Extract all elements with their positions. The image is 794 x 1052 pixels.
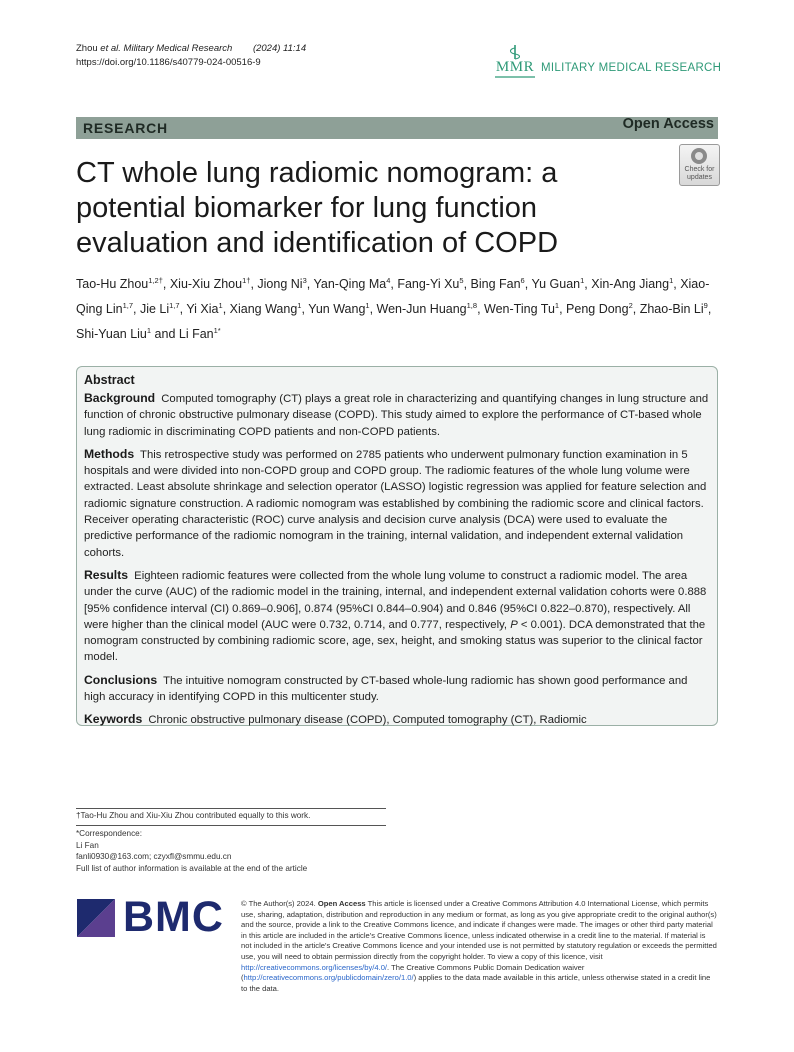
author bbox=[566, 302, 633, 316]
author-name: Bing Fan bbox=[470, 277, 521, 292]
bmc-wordmark: BMC bbox=[123, 893, 224, 941]
author-affiliation-sup: 1,7 bbox=[169, 301, 180, 311]
abstract-results bbox=[84, 567, 710, 666]
footnote-divider-bottom bbox=[76, 825, 386, 826]
citation-journal: Military Medical Research bbox=[123, 43, 233, 54]
author bbox=[186, 302, 222, 316]
methods-text: This retrospective study was performed on 2785 patients who underwent pulmonary function examination in 5 hospitals and were divided into non-COPD group and COPD group. The radiomic features of the whole lung volume were extracted. Least absolute shrinkage and selection operator (LASSO) logistic regression was applied for feature selection and radiomic signature construction. A radiomic nomogram was established by combining the radiomic score and clinical factors. Receiver operating characteristic (ROC) curve analysis and decision curve analysis (DCA) were used to evaluate the predictive performance of the radiomic nomogram in the training, internal validation, and independent external validation cohorts. bbox=[84, 448, 707, 559]
methods-label: Methods bbox=[84, 446, 135, 461]
author-name: Yan-Qing Ma bbox=[313, 277, 387, 292]
license-text-3: ) applies to the data made available in this article, unless otherwise stated in a credit line to the data. bbox=[241, 973, 711, 993]
author bbox=[484, 302, 559, 316]
author-affiliation-sup: 1† bbox=[242, 276, 251, 285]
license-text-2: . The Creative Commons Public Domain Dedication waiver ( bbox=[241, 962, 585, 983]
citation-volume: (2024) 11:14 bbox=[252, 43, 307, 54]
affiliation-note: Full list of author information is available at the end of the article bbox=[76, 863, 308, 873]
author-name: Xin-Ang Jiang bbox=[591, 277, 670, 292]
author-affiliation-sup: 1 bbox=[146, 326, 152, 336]
journal-name: MILITARY MEDICAL RESEARCH bbox=[541, 62, 722, 74]
abstract-heading: Abstract bbox=[84, 373, 135, 387]
doi-link[interactable]: https://doi.org/10.1186/s40779-024-00516-9 bbox=[76, 57, 261, 68]
author bbox=[76, 327, 151, 341]
citation-line bbox=[76, 42, 306, 56]
abstract-methods bbox=[84, 446, 710, 561]
author-name: Xiang Wang bbox=[229, 302, 298, 317]
author-conjunction: and bbox=[154, 327, 176, 342]
author-affiliation-sup: 1* bbox=[213, 326, 221, 336]
author bbox=[308, 302, 369, 316]
author bbox=[640, 302, 708, 316]
footnote-divider-top bbox=[76, 808, 386, 809]
article-type-band bbox=[76, 117, 718, 139]
author-affiliation-sup: 9 bbox=[703, 301, 708, 311]
background-text: Computed tomography (CT) plays a great role in characterizing and quantifying changes in lung structure and function of chronic obstructive pulmonary disease (COPD). This study aimed to explore the performance of CT-based whole lung radiomic in discriminating COPD patients and non-COPD patients. bbox=[84, 393, 709, 438]
results-text-a: Eighteen radiomic features were collected from the whole lung volume to construct a radiomic model. The area under the curve (AUC) of the radiomic model in the training, internal, and independent external validation cohorts were 0.888 [95% confidence interval (CI) 0.869–0.906], 0.874 (95%CI 0.844–0.904) and 0.846 (95%CI 0.822–0.870), respectively. All were higher than the clinical model (AUC were 0.732, 0.714, and 0.777, respectively, bbox=[84, 569, 707, 631]
author-name: Xiao-Qing Lin bbox=[76, 277, 710, 317]
author-name: Yi Xia bbox=[186, 302, 219, 317]
author-affiliation-sup: 1,2† bbox=[148, 276, 163, 285]
author bbox=[377, 302, 478, 316]
author-name: Shi-Yuan Liu bbox=[76, 327, 147, 342]
author-name: Jiong Ni bbox=[257, 277, 303, 292]
author bbox=[76, 277, 163, 291]
abstract-background bbox=[84, 390, 710, 440]
license-link-cc-by[interactable]: http://creativecommons.org/licenses/by/4.0/ bbox=[241, 962, 388, 972]
abstract-keywords bbox=[84, 711, 710, 728]
article-type-label: RESEARCH bbox=[83, 120, 168, 136]
author bbox=[179, 327, 221, 341]
running-header bbox=[76, 42, 306, 70]
author-list: Tao-Hu Zhou$^{1,2\dagger}$, Xiu-Xiu Zhou$^{1\dagger}$, Jiong Ni$^3$, Yan-Qing Ma$^4$, Fang-Yi Xu$^5$, Bing Fan$^6$, Yu Guan$^1$, Xin-Ang Jiang$^1$, Xiao-Qing Lin$^{1,7}$, Jie Li$^{1,7}$, Yi Xia$^1$, Xiang Wang$^1$, Yun Wang$^1$, Wen-Jun Huang$^{1,8}$, Wen-Ting Tu$^1$, Peng Dong$^2$, Zhao-Bin Li$^9$, Shi-Yuan Liu$^1$ and Li Fan$^{1*}$ bbox=[76, 276, 712, 342]
article-title: CT whole lung radiomic nomogram: a potential biomarker for lung function evaluation and identification of COPD bbox=[76, 157, 559, 259]
author-name: Jie Li bbox=[139, 302, 170, 317]
correspondence-name: Li Fan bbox=[76, 840, 99, 850]
abstract-conclusions bbox=[84, 672, 710, 706]
license-text-1: This article is licensed under a Creative Commons Attribution 4.0 International License, which permits use, sharing, adaptation, distribution and reproduction in any medium or format, as long as you give appropriate credit to the original author(s) and the source, provide a link to the Creative Commons licence, and indicate if changes were made. The images or other third party material in this article are included in the article's Creative Commons licence, unless indicated otherwise in a credit line to the material. If material is not included in the article's Creative Commons licence and your intended use is not permitted by statutory regulation or exceeds the permitted use, you will need to obtain permission directly from the copyright holder. To view a copy of this licence, visit bbox=[241, 899, 717, 961]
equal-contribution-note: †Tao-Hu Zhou and Xiu-Xiu Zhou contributed equally to this work. bbox=[76, 811, 311, 820]
check-updates-icon bbox=[691, 148, 707, 164]
author-name: Xiu-Xiu Zhou bbox=[169, 277, 243, 292]
author-name: Yun Wang bbox=[308, 302, 366, 317]
author-affiliation-sup: 2 bbox=[628, 301, 633, 311]
author-affiliation-sup: 1,7 bbox=[122, 301, 133, 311]
author bbox=[257, 277, 306, 291]
author-name: Zhao-Bin Li bbox=[639, 302, 704, 317]
author-name: Li Fan bbox=[178, 327, 214, 342]
citation-et-al: et al. bbox=[100, 43, 121, 54]
author bbox=[531, 277, 584, 291]
correspondence-label: *Correspondence: bbox=[76, 829, 142, 838]
author-affiliation-sup: 1 bbox=[297, 301, 302, 311]
keywords-text: Chronic obstructive pulmonary disease (COPD), Computed tomography (CT), Radiomic bbox=[148, 714, 587, 727]
author bbox=[591, 277, 673, 291]
author-affiliation-sup: 1 bbox=[580, 276, 585, 285]
results-label: Results bbox=[84, 567, 129, 582]
correspondence-block bbox=[76, 828, 307, 874]
author bbox=[313, 277, 390, 291]
license-statement bbox=[241, 899, 717, 994]
author-affiliation-sup: 4 bbox=[386, 276, 391, 285]
bmc-logo bbox=[77, 893, 227, 941]
open-access-label: Open Access bbox=[622, 116, 714, 132]
results-text-b: < 0.001). DCA demonstrated that the nomogram constructed by combining radiomic score, age, sex, height, and smoking status was superior to the clinical factor model. bbox=[84, 618, 706, 664]
license-open-access: Open Access bbox=[317, 899, 366, 908]
bmc-logo-mark-accent-icon bbox=[77, 899, 115, 937]
author-affiliation-sup: 3 bbox=[302, 276, 307, 285]
author bbox=[140, 302, 180, 316]
citation-author: Zhou bbox=[76, 43, 98, 54]
author-affiliation-sup: 1 bbox=[365, 301, 370, 311]
author bbox=[471, 277, 525, 291]
journal-logo bbox=[493, 44, 722, 80]
author bbox=[397, 277, 463, 291]
author-affiliation-sup: 6 bbox=[520, 276, 525, 285]
p-value-symbol: P bbox=[510, 618, 518, 631]
check-updates-text: Check for updates bbox=[684, 166, 715, 181]
author bbox=[170, 277, 251, 291]
author-affiliation-sup: 1 bbox=[669, 276, 674, 285]
check-for-updates-button[interactable] bbox=[679, 144, 720, 186]
conclusions-text: The intuitive nomogram constructed by CT-based whole-lung radiomic has shown good performance and high accuracy in identifying COPD in this multicenter study. bbox=[84, 674, 688, 704]
background-label: Background bbox=[84, 391, 156, 405]
license-copyright: © The Author(s) 2024. bbox=[241, 899, 316, 908]
author-name: Fang-Yi Xu bbox=[397, 277, 460, 292]
author-affiliation-sup: 1,8 bbox=[466, 301, 478, 311]
author-affiliation-sup: 5 bbox=[459, 276, 464, 285]
author-affiliation-sup: 1 bbox=[218, 301, 223, 311]
mmr-mark-text: MMR bbox=[495, 59, 535, 75]
author-name: Yu Guan bbox=[531, 277, 581, 292]
correspondence-email[interactable]: fanli0930@163.com; czyxfl@smmu.edu.cn bbox=[76, 852, 232, 861]
author bbox=[230, 302, 302, 316]
conclusions-label: Conclusions bbox=[84, 672, 158, 687]
abstract-box bbox=[76, 366, 718, 726]
author-name: Wen-Ting Tu bbox=[484, 302, 555, 317]
author-name: Tao-Hu Zhou bbox=[76, 277, 149, 292]
keywords-label: Keywords bbox=[84, 712, 143, 727]
author-name: Wen-Jun Huang bbox=[376, 302, 467, 317]
author-affiliation-sup: 1 bbox=[554, 301, 560, 311]
license-link-cc0[interactable]: http://creativecommons.org/publicdomain/zero/1.0/ bbox=[243, 973, 414, 983]
author-name: Peng Dong bbox=[566, 302, 629, 317]
